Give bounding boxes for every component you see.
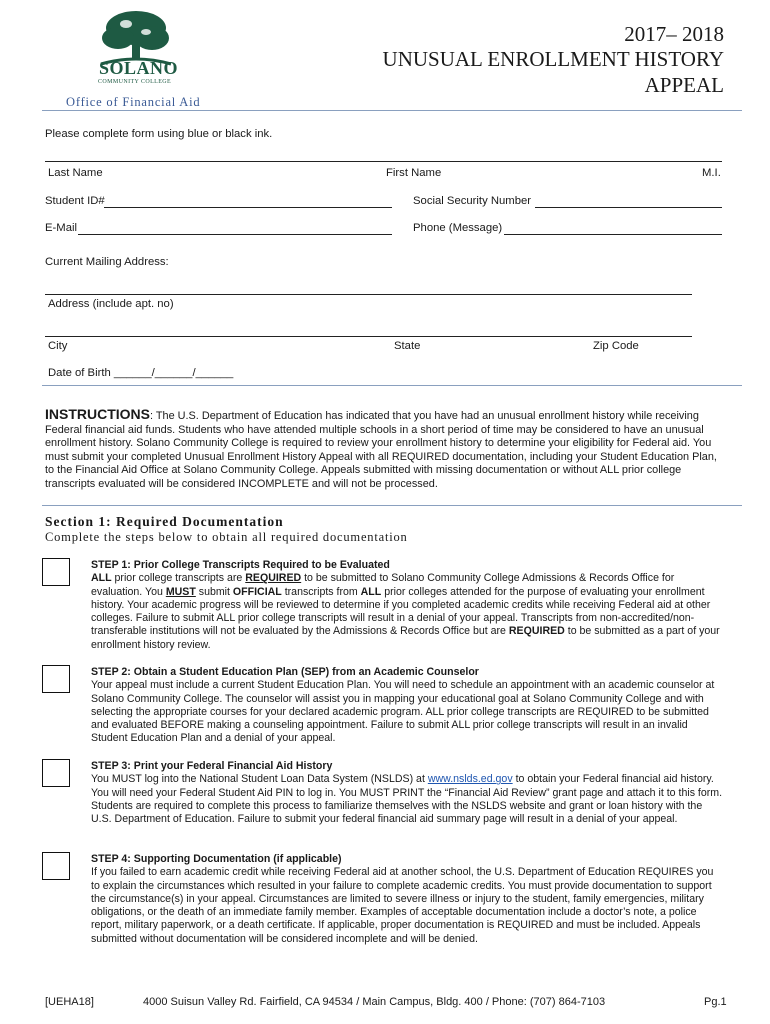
step3-block [91, 760, 725, 826]
step4-title: STEP 4: Supporting Documentation (if applicable) [91, 853, 342, 865]
step1-checkbox[interactable] [42, 558, 70, 586]
step3-checkbox[interactable] [42, 759, 70, 787]
office-name: Office of Financial Aid [66, 95, 201, 109]
instructions-body: The U.S. Department of Education has indicated that you have had an unusual enrollment history while receiving Federal financial aid funds. Students who have attended multiple schools in a short period of time may be considered to have an unusual enrollment history. Solano Community College is required to review your enrollment history to determine your eligibility for Federal aid. You must submit your completed Unusual Enrollment History Appeal with all REQUIRED documentation, including your Student Education Plan, to the Financial Aid Office at Solano Community College. Appeals submitted with missing documentation or without ALL prior college transcripts evaluated will be considered INCOMPLETE and will not be processed. [45, 410, 717, 490]
name-line[interactable] [45, 161, 722, 162]
step1-emph: REQUIRED [508, 625, 565, 638]
step1-text: to be submitted to Solano Community College Admissions & Records Office for evaluation. You [91, 572, 675, 598]
step2-body: Your appeal must include a current Student Education Plan. You will need to schedule an appointment with an academic counselor at Solano Community College. The counselor will assist you in mapping your educational goal at Solano Community College and with selecting the appropriate courses for your declared academic program. ALL prior college transcripts are REQUIRED to be submitted and evaluated BEFORE making a counseling appointment. Failure to submit ALL prior college transcripts will result in an invalid Student Education Plan and a denial of your appeal. [91, 679, 715, 745]
page-number: Pg.1 [704, 996, 727, 1008]
logo-name: SOLANO [99, 58, 179, 78]
date-of-birth-field[interactable]: Date of Birth ______/______/______ [48, 367, 234, 379]
address-label: Address (include apt. no) [48, 298, 174, 310]
form-year: 2017– 2018 [624, 22, 724, 46]
student-id-label: Student ID# [45, 195, 105, 207]
step3-text: to obtain your Federal financial aid history. You will need your Federal Student Aid PIN to log in. You MUST PRINT the “Financial Aid Review” grant page and attach it to this form. Students are required to complete this process to familiarize themselves with the NSLDS website and grant or loan history with the U.S. Department of Education. Failure to submit your federal financial aid summary page will result in a denial of your appeal. [91, 773, 723, 826]
zip-label: Zip Code [593, 340, 639, 352]
student-id-field[interactable] [104, 207, 392, 208]
header-rule [42, 110, 742, 111]
email-field[interactable] [78, 234, 392, 235]
phone-label: Phone (Message) [413, 222, 503, 234]
mailing-address-label: Current Mailing Address: [45, 256, 169, 268]
step1-title: STEP 1: Prior College Transcripts Required to be Evaluated [91, 559, 390, 571]
step3-body [91, 773, 725, 826]
step1-text: prior college transcripts are [111, 572, 246, 585]
form-rule [42, 385, 742, 386]
section-title: Section 1: Required Documentation [45, 514, 284, 529]
step1-emph: ALL [360, 585, 382, 598]
step1-emph: MUST [165, 585, 196, 598]
form-code: [UEHA18] [45, 996, 94, 1008]
step1-text: submit [195, 585, 233, 598]
form-title-line1: UNUSUAL ENROLLMENT HISTORY [382, 47, 724, 71]
form-title-line2: APPEAL [644, 73, 724, 97]
logo-subtitle: COMMUNITY COLLEGE [98, 79, 172, 85]
mi-label: M.I. [702, 167, 721, 179]
ink-note: Please complete form using blue or black ink. [45, 128, 273, 140]
step4-body: If you failed to earn academic credit while receiving Federal aid at another school, the U.S. Department of Education REQUIRES you to explain the circumstances which resulted in your failure to complete academic credits. You must provide documentation to support the circumstance(s) in your appeal. Circumstances are limited to severe illness or injury to the student, family emergencies, military obligations, or the death of an immediate family member. Examples of acceptable documentation include a doctor’s note, a police report, military paperwork, or a death certificate. If applicable, proper documentation is REQUIRED and must be included. Appeals submitted without documentation will be considered incomplete and will be denied. [91, 866, 714, 945]
step3-text: You MUST log into the National Student Loan Data System (NSLDS) at [91, 773, 428, 786]
section-subtitle: Complete the steps below to obtain all required documentation [45, 530, 408, 544]
step1-block [91, 559, 725, 652]
ssn-field[interactable] [535, 207, 722, 208]
address-line[interactable] [45, 294, 692, 295]
footer-address: 4000 Suisun Valley Rd. Fairfield, CA 94534 / Main Campus, Bldg. 400 / Phone: (707) 864-7103 [143, 996, 606, 1008]
city-label: City [48, 340, 68, 352]
step1-text: to be submitted as a part of your enrollment history review. [91, 625, 720, 651]
state-label: State [394, 340, 421, 352]
step1-emph: OFFICIAL [232, 585, 282, 598]
step2-title: STEP 2: Obtain a Student Education Plan (SEP) from an Academic Counselor [91, 666, 479, 678]
college-logo [96, 8, 180, 88]
step1-body [91, 572, 725, 652]
step1-text: transcripts from [281, 585, 361, 598]
phone-field[interactable] [504, 234, 722, 235]
email-label: E-Mail [45, 222, 78, 234]
city-line[interactable] [45, 336, 692, 337]
step2-checkbox[interactable] [42, 665, 70, 693]
step1-emph: REQUIRED [245, 572, 302, 585]
first-name-label: First Name [386, 167, 442, 179]
instructions-colon: : [150, 410, 156, 422]
step2-block [91, 666, 725, 746]
nslds-link[interactable]: www.nslds.ed.gov [427, 773, 513, 786]
step3-title: STEP 3: Print your Federal Financial Aid History [91, 760, 333, 772]
instructions-heading: INSTRUCTIONS [45, 406, 150, 422]
instructions-block [45, 408, 729, 492]
step4-block [91, 853, 725, 946]
instructions-rule [42, 505, 742, 506]
ssn-label: Social Security Number [413, 195, 532, 207]
step4-checkbox[interactable] [42, 852, 70, 880]
step1-text: prior colleges attended for the purpose of evaluating your enrollment history. Your academic progress will be reviewed to determine if you completed academic credits while receiving Federal aid at other colleges. Failure to submit ALL prior college transcripts will result in a denial of your appeal. Transcripts from non-accredited/non- transferable institutions will not be evaluated by the Admissions & Records Office but are [91, 585, 711, 638]
last-name-label: Last Name [48, 167, 103, 179]
step1-emph: ALL [91, 572, 112, 585]
